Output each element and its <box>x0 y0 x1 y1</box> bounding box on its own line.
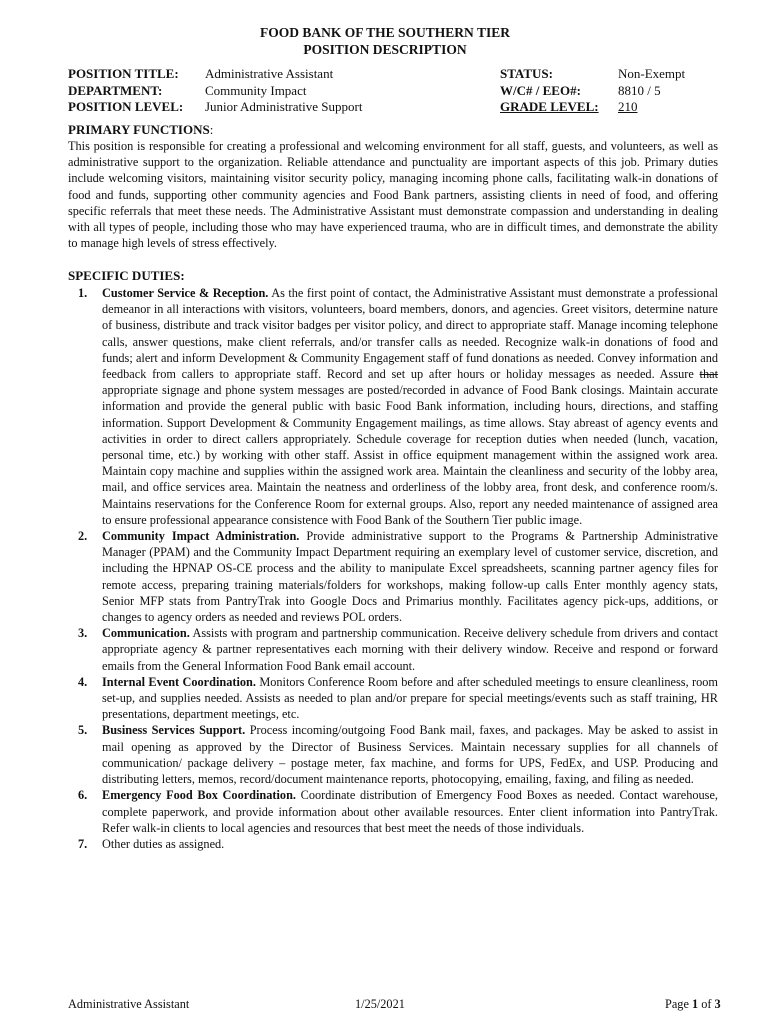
header-values-left <box>205 66 362 116</box>
position-title-label: POSITION TITLE: <box>68 66 179 81</box>
current-page: 1 <box>691 997 699 1011</box>
duty-text: As the first point of contact, the Administrative Assistant must demonstrate a professional demeanor in all interactions with visitors, volunteers, board members, donors, and agencies. Greet visitors, determine nature of business, distribute and track visitor badges per visitor policy, and direct to appropriate staff. Manage incoming telephone calls, answer questions, make client referrals, and/or transfer calls as needed. Recognize walk-in donations of food and funds; alert and inform Development & Community Engagement staff of fund donations as needed. Convey information and feedback from callers to appropriate staff. Record and set up after hours or holiday messages as needed. Assure <box>102 286 718 382</box>
position-level-label: POSITION LEVEL: <box>68 99 184 115</box>
duty-text: Coordinate distribution of Emergency Food Boxes as needed. Contact warehouse, complete paperwork, and provide information about other available resources. Enter client information into PantryTrak. Refer walk-in clients to local agencies and resources that best meet the needs of those individuals. <box>102 788 719 835</box>
duty-body <box>102 625 718 674</box>
duty-item <box>68 625 718 674</box>
duty-title: Community Impact Administration. <box>102 529 300 544</box>
header-labels-right <box>500 66 599 116</box>
duty-title: Communication. <box>102 626 190 641</box>
of-word: of <box>698 997 715 1011</box>
footer-page-number <box>665 996 721 1012</box>
duty-number: 7. <box>78 836 88 851</box>
page-word: Page <box>665 997 692 1011</box>
duty-text: Monitors Conference Room before and after scheduled meetings to ensure cleanliness, room set-up, and supplies needed. Assists as needed to plan and/or prepare for special meetings/events such as staff training, HR presentations, department meetings, etc. <box>102 674 718 722</box>
footer-date: 1/25/2021 <box>355 997 405 1011</box>
duty-text: Provide administrative support to the Programs & Partnership Administrative Manager (PPAM) and the Community Impact Department requiring an exemplary level of customer service, discretion, and including the HPNAP OS-CE process and the ability to manipulate Excel spreadsheets, scanning partner agency files for remote access, preparing training materials/folders for workshops, making follow-up calls Enter monthly agency stats, Senior MFP stats from PantryTrak into Google Docs and Primarius monthly. Facilitates agency pick-ups, additions, or changes to agency orders as needed and reviews POL orders. <box>102 529 719 625</box>
grade-level-value: 210 <box>618 99 638 115</box>
duty-item <box>68 674 718 723</box>
header-values-right <box>618 66 685 116</box>
total-pages: 3 <box>714 997 721 1011</box>
duty-title: Emergency Food Box Coordination. <box>102 788 296 803</box>
duty-body <box>102 528 718 625</box>
position-title-value: Administrative Assistant <box>205 66 334 81</box>
duty-item <box>68 836 718 852</box>
duty-text: Other duties as assigned. <box>102 836 225 851</box>
duty-text-continued: appropriate signage and phone system messages are posted/recorded in advance of Food Bank closings. Maintain accurate information and provide the general public with basic Food Bank information, including hours, directions, and staffing information. Support Development & Community Engagement mailings, as time allows. Stay abreast of agency events and activities in order to direct callers appropriately. Schedule coverage for reception duties when needed (lunch, vacation, personal time, etc.) by working with other staff. Assist in office equipment management within the assigned work area. Maintain copy machine and supplies within the assigned work area. Maintain the cleanliness and security of the lobby area, mail, and office services area. Maintain the neatness and orderliness of the lobby area, front desk, and conference room/s. Maintains reservations for the Conference Room for external groups. Also, report any needed maintenance of assigned area to ensure professional appearance consistence with Food Bank of the Southern Tier public image. <box>102 383 718 527</box>
duty-title: Internal Event Coordination. <box>102 674 256 689</box>
duty-item <box>68 285 718 528</box>
header-labels-left <box>68 66 183 116</box>
department-label: DEPARTMENT: <box>68 82 163 98</box>
position-level-value: Junior Administrative Support <box>205 99 363 115</box>
duty-item <box>68 722 718 787</box>
duty-number: 2. <box>78 529 88 544</box>
primary-functions-heading <box>68 122 213 138</box>
duty-number: 5. <box>78 723 88 738</box>
duty-title: Customer Service & Reception. <box>102 286 269 300</box>
duty-text: Assists with program and partnership communication. Receive delivery schedule from drivers and contact appropriate agency & partner representatives each morning with their delivery window. Receive and respond or forward emails from the General Information Food Bank email account. <box>102 626 718 673</box>
duty-number: 1. <box>78 286 88 300</box>
status-value: Non-Exempt <box>618 66 686 81</box>
document-type-title: POSITION DESCRIPTION <box>303 42 467 57</box>
wc-eeo-value: 8810 / 5 <box>618 82 661 98</box>
primary-functions-colon: : <box>209 122 214 137</box>
duty-body <box>102 836 718 852</box>
duty-body <box>102 722 718 787</box>
duty-body <box>102 674 718 723</box>
department-value: Community Impact <box>205 82 307 98</box>
footer-document-title: Administrative Assistant <box>68 997 190 1011</box>
duty-title: Business Services Support. <box>102 723 246 738</box>
duty-item <box>68 787 718 836</box>
specific-duties-heading: SPECIFIC DUTIES: <box>68 268 185 283</box>
struck-word: that <box>699 367 718 382</box>
duty-body <box>102 285 718 528</box>
grade-level-label: GRADE LEVEL: <box>500 99 599 115</box>
specific-duties-list <box>68 285 718 852</box>
primary-functions-text: This position is responsible for creating a professional and welcoming environment for all staff, guests, and volunteers, as well as administrative support to the organization. Reliable attendance and punctuality are important aspects of this job. Primary duties include welcoming visitors, maintaining visitor security policy, managing incoming phone calls, facilitating walk-in donations of food and funds, supporting other community agencies and Food Bank partners, assisting clients in need of food, and offering specific referrals that meet these needs. The Administrative Assistant must demonstrate compassion and understanding in dealing with all types of people, including those who may have experienced trauma, who are in difficult times, and demonstrate the ability to manage high levels of stress effectively. <box>68 139 718 251</box>
status-label: STATUS: <box>500 66 553 81</box>
duty-number: 3. <box>78 626 88 641</box>
duty-text: Process incoming/outgoing Food Bank mail, faxes, and packages. May be asked to assist in mail opening as approved by the Director of Business Services. Maintain necessary supplies for all channels of communication/ package delivery – postage meter, fax machine, and forms for UPS, FedEx, and USP. Producing and distributing letters, memos, record/document maintenance reports, photocopying, emailing, faxing, and filing as needed. <box>102 723 718 787</box>
duty-item <box>68 528 718 625</box>
duty-body <box>102 787 718 836</box>
organization-title: FOOD BANK OF THE SOUTHERN TIER <box>260 25 510 40</box>
duty-number: 6. <box>78 788 88 803</box>
primary-functions-label: PRIMARY FUNCTIONS <box>68 122 210 137</box>
duty-number: 4. <box>78 674 88 689</box>
wc-eeo-label: W/C# / EEO#: <box>500 82 581 98</box>
